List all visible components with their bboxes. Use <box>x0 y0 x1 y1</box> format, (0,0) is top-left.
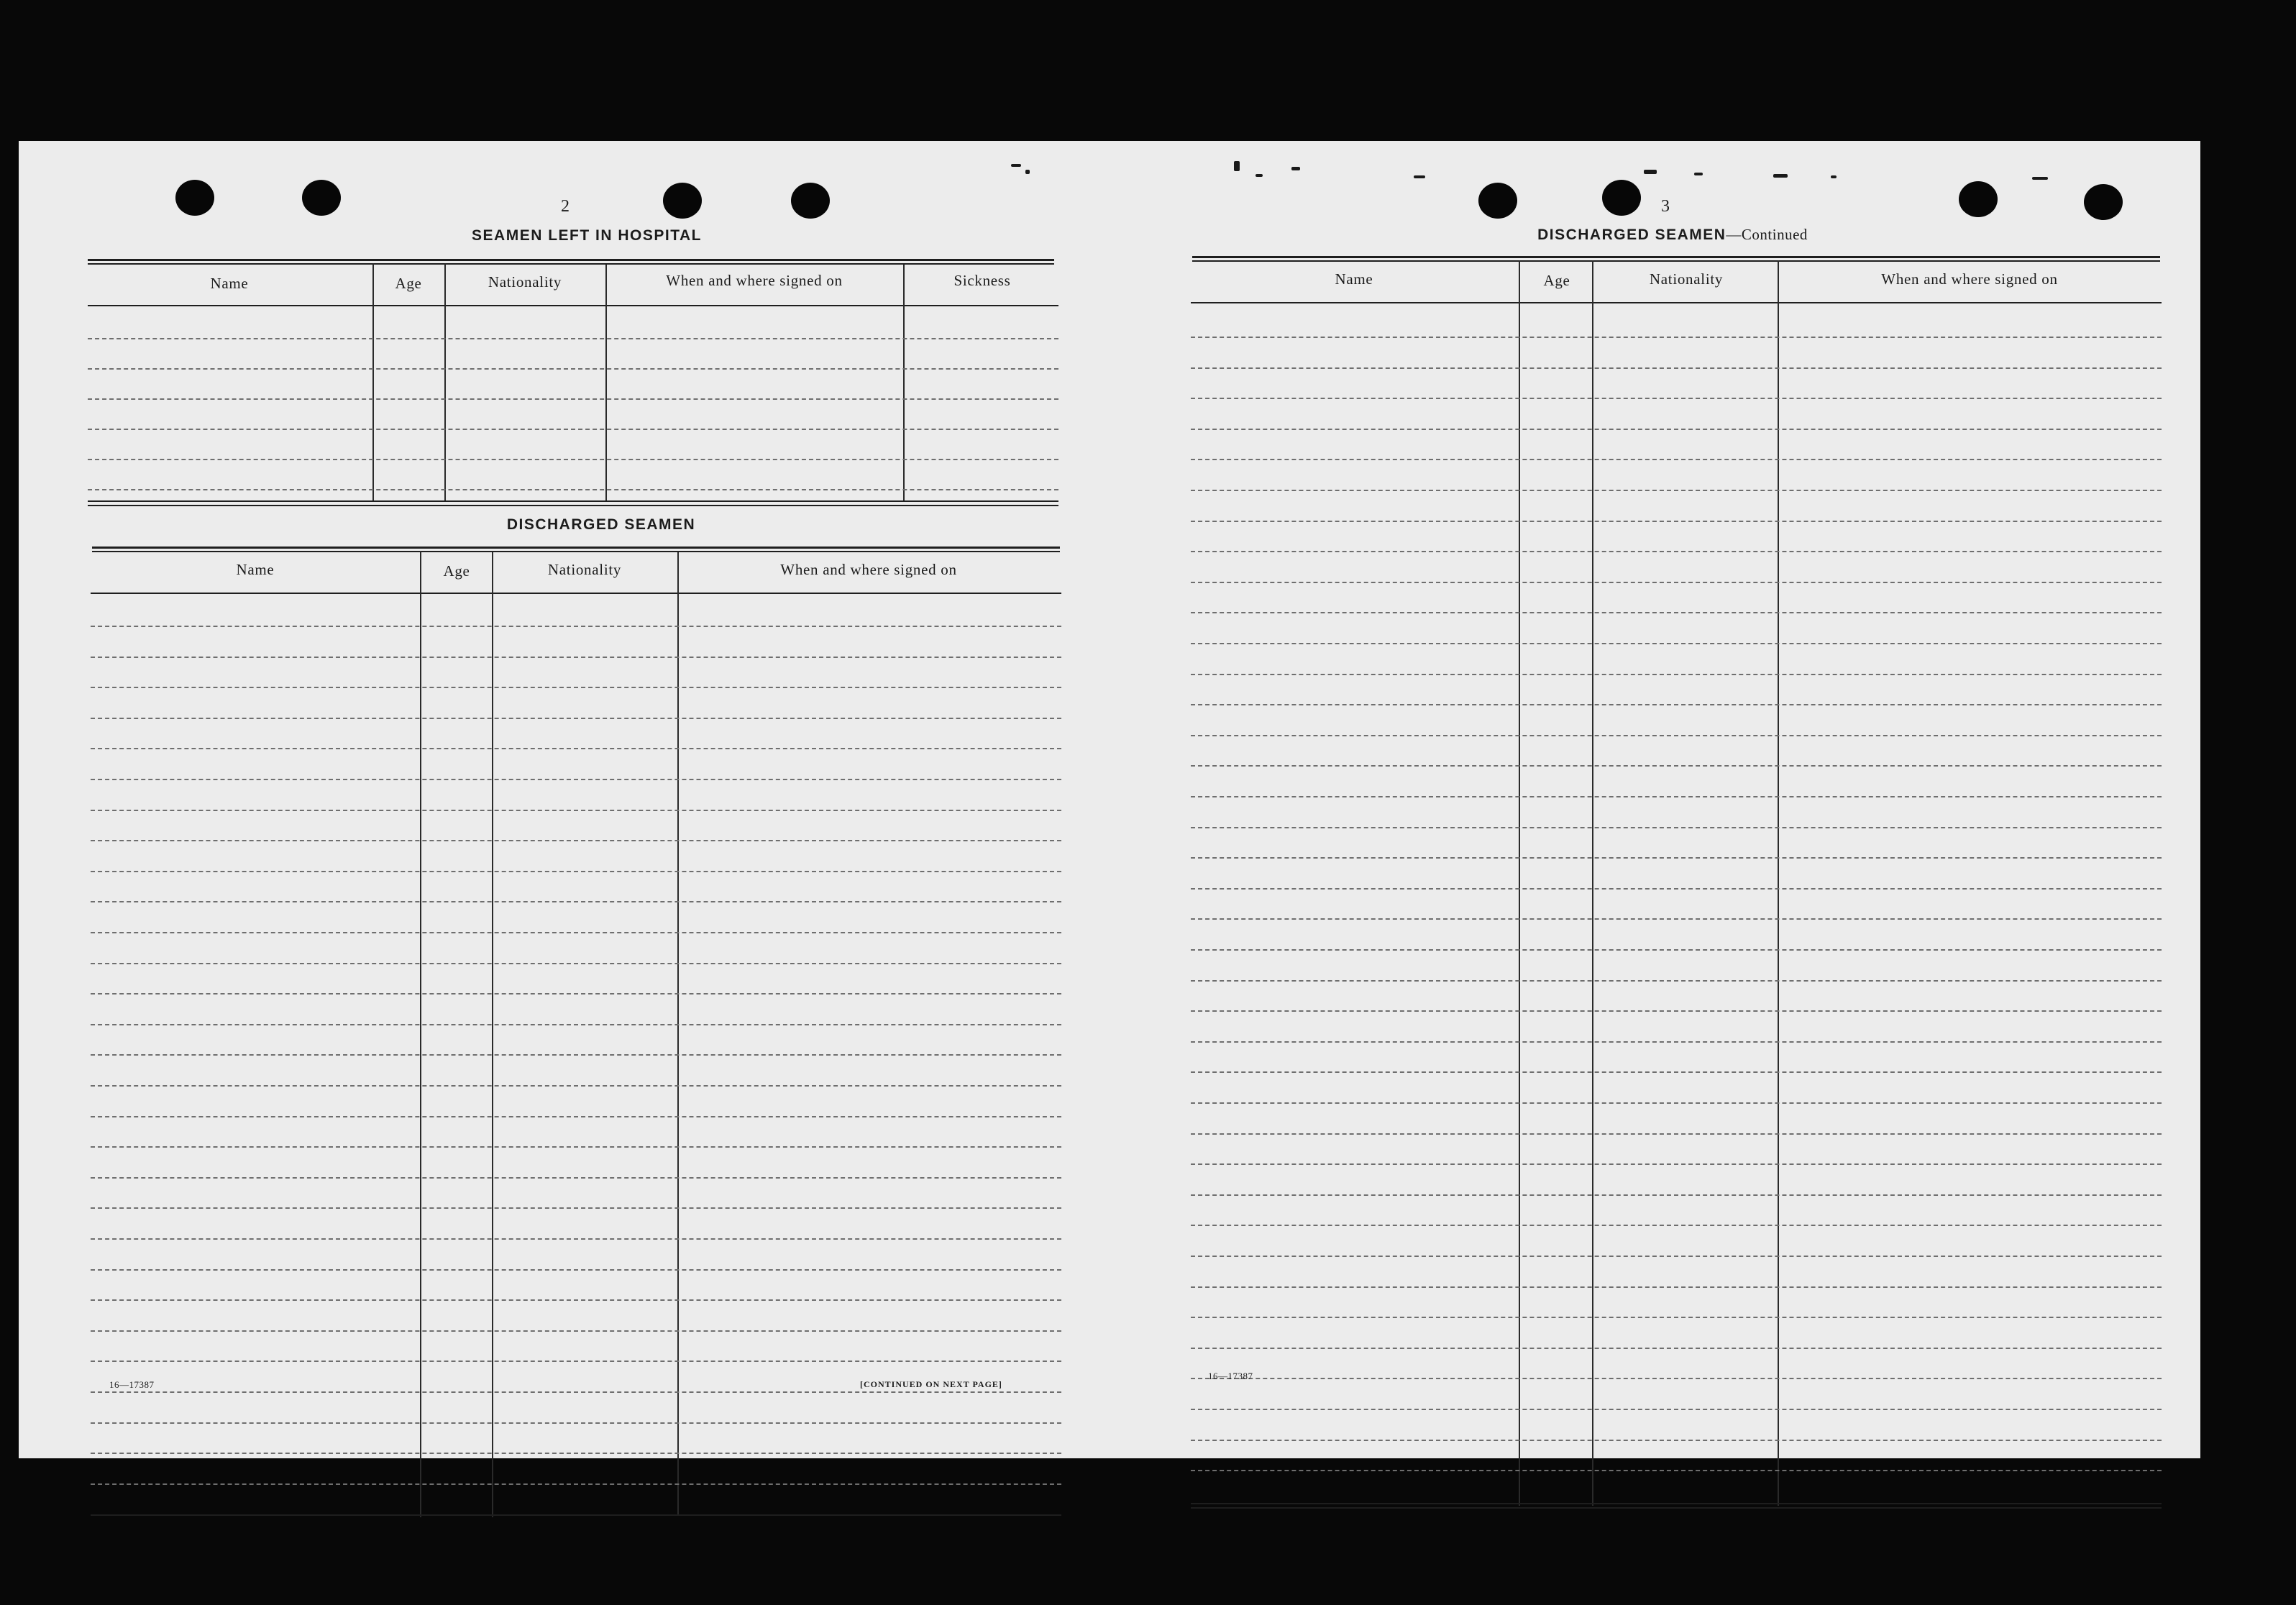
discharged-col-divider <box>492 552 493 1517</box>
entry-line <box>1191 337 2162 338</box>
entry-line <box>1191 459 2162 460</box>
hospital-bottom-rule-2 <box>88 505 1058 506</box>
entry-line <box>91 718 1061 719</box>
entry-line <box>1191 1440 2162 1441</box>
entry-line <box>1191 1102 2162 1104</box>
entry-line <box>91 1299 1061 1301</box>
right-col-divider <box>1519 260 1520 1506</box>
right-col-age: Age <box>1543 272 1570 289</box>
punch-hole <box>2084 184 2123 220</box>
entry-line <box>91 1146 1061 1148</box>
form-number-left: 16—17387 <box>109 1379 155 1390</box>
entry-line <box>1191 551 2162 552</box>
entry-line <box>1191 735 2162 736</box>
entry-line <box>1191 367 2162 369</box>
entry-line <box>1191 1348 2162 1349</box>
entry-line <box>1191 980 2162 982</box>
entry-line <box>91 1361 1061 1362</box>
entry-line <box>91 901 1061 902</box>
ledger-spread <box>19 141 2200 1458</box>
hospital-col-nationality: Nationality <box>488 273 562 291</box>
hospital-entry-line <box>88 368 1058 370</box>
entry-line <box>1191 1317 2162 1318</box>
right-bottom-rule <box>1191 1503 2162 1504</box>
discharged-header-underline <box>91 593 1061 594</box>
hospital-entry-line <box>88 459 1058 460</box>
hospital-col-age: Age <box>395 275 422 292</box>
discharged-continued-title <box>1371 226 1975 244</box>
discharged-col-name: Name <box>236 561 275 578</box>
right-header-underline <box>1191 302 2162 303</box>
punch-hole <box>1959 181 1998 217</box>
entry-line <box>91 748 1061 749</box>
entry-line <box>91 1116 1061 1117</box>
entry-line <box>91 1483 1061 1485</box>
entry-line <box>1191 1071 2162 1073</box>
page-number-left: 2 <box>561 197 570 216</box>
discharged-col-divider <box>420 551 421 1517</box>
binding-mark <box>1414 175 1425 178</box>
entry-line <box>91 1330 1061 1332</box>
binding-mark <box>1694 173 1703 175</box>
entry-line <box>1191 796 2162 797</box>
entry-line <box>91 963 1061 964</box>
entry-line <box>1191 1133 2162 1135</box>
entry-line <box>1191 674 2162 675</box>
punch-hole <box>791 183 830 219</box>
binding-mark <box>1831 175 1837 178</box>
hospital-entry-line <box>88 489 1058 490</box>
discharged-continued-title-main: DISCHARGED SEAMEN <box>1537 227 1726 243</box>
entry-line <box>1191 949 2162 951</box>
page-number-right: 3 <box>1661 197 1670 216</box>
entry-line <box>91 1024 1061 1025</box>
entry-line <box>1191 582 2162 583</box>
hospital-entry-line <box>88 398 1058 400</box>
discharged-col-divider <box>677 552 679 1516</box>
entry-line <box>91 1238 1061 1240</box>
entry-line <box>1191 1041 2162 1043</box>
entry-line <box>91 1054 1061 1056</box>
entry-line <box>1191 1163 2162 1165</box>
entry-line <box>1191 643 2162 644</box>
entry-line <box>1191 1470 2162 1471</box>
discharged-col-nationality: Nationality <box>547 561 622 578</box>
hospital-section-title: SEAMEN LEFT IN HOSPITAL <box>472 227 702 244</box>
binding-mark <box>1234 161 1240 171</box>
punch-hole <box>1478 183 1517 219</box>
entry-line <box>1191 1378 2162 1379</box>
hospital-col-name: Name <box>210 275 249 292</box>
right-col-nationality: Nationality <box>1649 270 1724 288</box>
entry-line <box>1191 765 2162 767</box>
entry-line <box>91 657 1061 658</box>
entry-line <box>1191 429 2162 430</box>
discharged-col-signed-on: When and where signed on <box>780 561 957 578</box>
punch-hole <box>302 180 341 216</box>
entry-line <box>1191 490 2162 491</box>
discharged-col-age: Age <box>443 562 470 580</box>
entry-line <box>1191 1225 2162 1226</box>
entry-line <box>1191 1286 2162 1288</box>
hospital-header-underline <box>88 305 1058 306</box>
hospital-top-rule-2 <box>88 263 1054 265</box>
right-top-rule <box>1192 256 2160 258</box>
binding-mark <box>1773 174 1788 178</box>
hospital-bottom-rule <box>88 500 1058 502</box>
discharged-section-title: DISCHARGED SEAMEN <box>506 516 696 533</box>
entry-line <box>91 1207 1061 1209</box>
entry-line <box>1191 918 2162 920</box>
entry-line <box>1191 888 2162 890</box>
entry-line <box>1191 1409 2162 1410</box>
entry-line <box>1191 827 2162 828</box>
entry-line <box>91 779 1061 780</box>
hospital-col-sickness: Sickness <box>953 272 1011 289</box>
binding-mark <box>1025 170 1030 174</box>
binding-mark <box>2032 177 2048 180</box>
hospital-top-rule <box>88 259 1054 261</box>
punch-hole <box>663 183 702 219</box>
right-col-divider <box>1778 260 1779 1506</box>
binding-mark <box>1644 170 1657 174</box>
entry-line <box>91 932 1061 933</box>
entry-line <box>1191 704 2162 705</box>
hospital-col-divider <box>444 263 446 500</box>
entry-line <box>1191 857 2162 859</box>
discharged-top-rule <box>92 547 1060 549</box>
hospital-col-divider <box>903 265 905 502</box>
right-col-name: Name <box>1335 270 1373 288</box>
hospital-entry-line <box>88 338 1058 339</box>
entry-line <box>91 1177 1061 1179</box>
entry-line <box>1191 1194 2162 1196</box>
entry-line <box>91 1453 1061 1454</box>
discharged-top-rule-2 <box>92 551 1060 552</box>
right-col-divider <box>1592 260 1593 1506</box>
binding-mark <box>1256 174 1263 177</box>
entry-line <box>91 993 1061 994</box>
entry-line <box>91 687 1061 688</box>
entry-line <box>91 840 1061 841</box>
entry-line <box>1191 521 2162 522</box>
entry-line <box>91 1422 1061 1424</box>
hospital-col-divider <box>605 265 607 502</box>
entry-line <box>91 1391 1061 1393</box>
discharged-bottom-rule <box>91 1514 1061 1516</box>
entry-line <box>91 810 1061 811</box>
hospital-entry-line <box>88 429 1058 430</box>
binding-mark <box>1291 167 1300 170</box>
punch-hole <box>175 180 214 216</box>
entry-line <box>1191 398 2162 399</box>
entry-line <box>1191 1256 2162 1257</box>
binding-mark <box>1011 164 1021 167</box>
right-top-rule-2 <box>1192 260 2160 262</box>
entry-line <box>91 1085 1061 1087</box>
entry-line <box>91 626 1061 627</box>
continued-note: [CONTINUED ON NEXT PAGE] <box>860 1379 1002 1389</box>
punch-hole <box>1602 180 1641 216</box>
right-col-signed-on: When and where signed on <box>1881 270 2058 288</box>
entry-line <box>1191 612 2162 613</box>
discharged-continued-suffix: —Continued <box>1726 226 1808 243</box>
right-bottom-rule-2 <box>1191 1507 2162 1509</box>
entry-line <box>91 871 1061 872</box>
entry-line <box>91 1269 1061 1271</box>
hospital-col-signed-on: When and where signed on <box>666 272 843 289</box>
form-number-right: 16—17387 <box>1208 1371 1253 1381</box>
hospital-col-divider <box>372 263 374 500</box>
entry-line <box>1191 1010 2162 1012</box>
